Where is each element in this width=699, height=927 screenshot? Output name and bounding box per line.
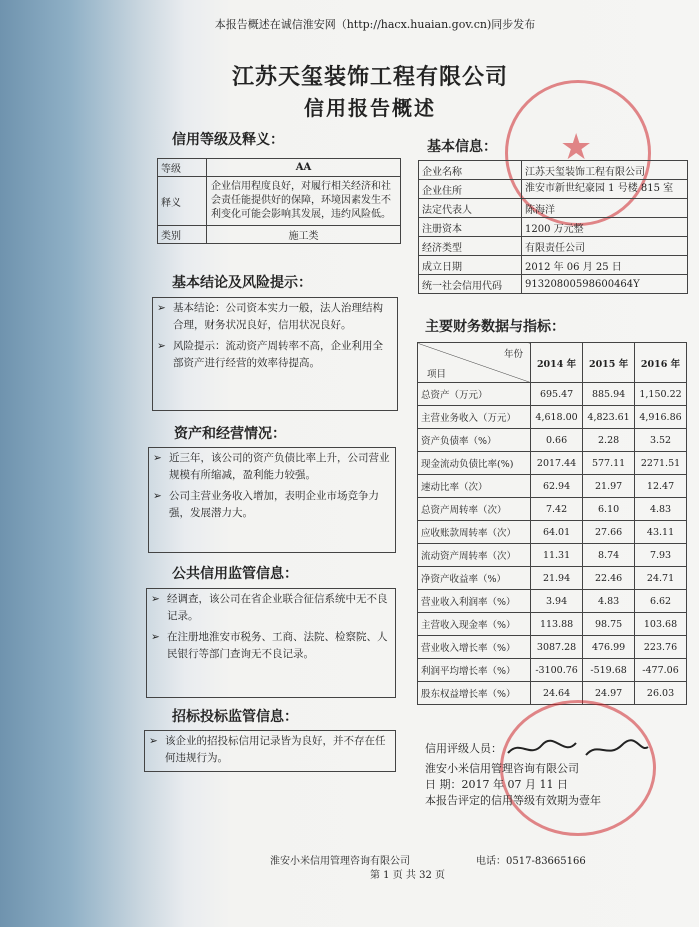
- row-label: 股东权益增长率（%）: [418, 682, 531, 705]
- row-value: 113.88: [531, 613, 583, 636]
- info-value: 江苏天玺装饰工程有限公司: [522, 161, 688, 180]
- report-title: 信用报告概述: [304, 96, 436, 120]
- grade-label: 等级: [158, 159, 207, 177]
- row-value: 24.97: [583, 682, 635, 705]
- row-value: 223.76: [635, 636, 687, 659]
- row-value: 7.93: [635, 544, 687, 567]
- row-value: 12.47: [635, 475, 687, 498]
- basic-info-heading: 基本信息：: [427, 139, 497, 155]
- basic-info-table: [418, 160, 688, 294]
- row-value: 27.66: [583, 521, 635, 544]
- row-value: 26.03: [635, 682, 687, 705]
- row-value: 21.94: [531, 567, 583, 590]
- table-row: [418, 682, 687, 705]
- table-row: [418, 567, 687, 590]
- info-value: 91320800598600464Y: [522, 275, 688, 294]
- arrow-bullet-icon: ➢: [157, 340, 166, 352]
- conclusion-heading: 基本结论及风险提示：: [172, 275, 312, 291]
- item-text: 经调查，该公司在省企业联合征信系统中无不良记录。: [167, 593, 388, 622]
- row-value: 11.31: [531, 544, 583, 567]
- row-value: 4,618.00: [531, 406, 583, 429]
- star-icon: ★: [560, 127, 593, 168]
- table-row: [418, 429, 687, 452]
- arrow-bullet-icon: ➢: [153, 490, 162, 502]
- row-value: 62.94: [531, 475, 583, 498]
- table-row: [418, 383, 687, 406]
- rating-date: 日 期：2017 年 07 月 11 日: [425, 778, 568, 791]
- bidding-heading: 招标投标监管信息：: [172, 709, 298, 725]
- row-value: 4,916.86: [635, 406, 687, 429]
- row-label: 总资产周转率（次）: [418, 498, 531, 521]
- row-value: 8.74: [583, 544, 635, 567]
- row-value: -519.68: [583, 659, 635, 682]
- category-value: 施工类: [207, 226, 401, 244]
- conclusion-box: [152, 297, 398, 411]
- row-label: 营业收入利润率（%）: [418, 590, 531, 613]
- info-label: 经济类型: [419, 237, 522, 256]
- grade-value: AA: [207, 159, 401, 177]
- row-value: 4,823.61: [583, 406, 635, 429]
- row-value: 577.11: [583, 452, 635, 475]
- info-value: 1200 万元整: [522, 218, 688, 237]
- info-value: 陈海洋: [522, 199, 688, 218]
- row-value: 21.97: [583, 475, 635, 498]
- info-value: 淮安市新世纪豪园 1 号楼 815 室: [522, 180, 688, 199]
- table-row: [418, 659, 687, 682]
- row-value: 103.68: [635, 613, 687, 636]
- arrow-bullet-icon: ➢: [151, 593, 160, 605]
- info-value: 2012 年 06 月 25 日: [522, 256, 688, 275]
- year-header: 2016 年: [635, 343, 687, 383]
- row-label: 总资产（万元）: [418, 383, 531, 406]
- arrow-bullet-icon: ➢: [157, 302, 166, 314]
- list-item: [149, 486, 395, 524]
- row-value: 24.64: [531, 682, 583, 705]
- signature-block: [425, 737, 652, 809]
- row-label: 流动资产周转率（次）: [418, 544, 531, 567]
- financial-heading: 主要财务数据与指标：: [425, 319, 565, 335]
- row-value: 3.52: [635, 429, 687, 452]
- list-item: [145, 731, 395, 769]
- info-label: 企业名称: [419, 161, 522, 180]
- row-value: 0.66: [531, 429, 583, 452]
- list-item: [153, 298, 397, 336]
- item-text: 公司主营业务收入增加，表明企业市场竞争力强，发展潜力大。: [169, 490, 379, 519]
- table-row: [418, 475, 687, 498]
- footer-company: 淮安小米信用管理咨询有限公司: [270, 856, 410, 867]
- credit-grade-table: [157, 158, 401, 244]
- handwritten-signature: [502, 737, 652, 761]
- item-text: 该企业的招投标信用记录皆为良好，并不存在任何违规行为。: [165, 735, 386, 764]
- category-label: 类别: [158, 226, 207, 244]
- row-value: 4.83: [635, 498, 687, 521]
- arrow-bullet-icon: ➢: [153, 452, 162, 464]
- assets-box: [148, 447, 396, 553]
- meaning-label: 释义: [158, 177, 207, 226]
- info-label: 成立日期: [419, 256, 522, 275]
- list-item: [147, 589, 395, 627]
- info-label: 统一社会信用代码: [419, 275, 522, 294]
- row-value: 3.94: [531, 590, 583, 613]
- row-label: 利润平均增长率（%）: [418, 659, 531, 682]
- credit-heading: 信用等级及释义：: [172, 132, 284, 148]
- table-row: [418, 613, 687, 636]
- row-value: 885.94: [583, 383, 635, 406]
- company-title: 江苏天玺装饰工程有限公司: [231, 64, 508, 90]
- row-value: 22.46: [583, 567, 635, 590]
- row-value: -477.06: [635, 659, 687, 682]
- row-value: 6.62: [635, 590, 687, 613]
- public-credit-box: [146, 588, 396, 698]
- row-value: 2.28: [583, 429, 635, 452]
- row-value: 476.99: [583, 636, 635, 659]
- info-label: 注册资本: [419, 218, 522, 237]
- year-header: 2014 年: [531, 343, 583, 383]
- info-label: 法定代表人: [419, 199, 522, 218]
- assets-heading: 资产和经营情况：: [174, 426, 286, 442]
- row-value: 98.75: [583, 613, 635, 636]
- public-credit-heading: 公共信用监管信息：: [172, 566, 298, 582]
- arrow-bullet-icon: ➢: [151, 631, 160, 643]
- table-row: [418, 590, 687, 613]
- row-label: 主营业务收入（万元）: [418, 406, 531, 429]
- list-item: [153, 336, 397, 374]
- row-value: 24.71: [635, 567, 687, 590]
- list-item: [149, 448, 395, 486]
- header-year: 年份: [503, 348, 523, 360]
- row-value: -3100.76: [531, 659, 583, 682]
- rating-validity: 本报告评定的信用等级有效期为壹年: [425, 794, 601, 807]
- bidding-box: [144, 730, 396, 772]
- table-row: [418, 406, 687, 429]
- row-value: 2017.44: [531, 452, 583, 475]
- rating-company: 淮安小米信用管理咨询有限公司: [425, 762, 579, 775]
- table-row: [418, 498, 687, 521]
- financial-table: [417, 342, 687, 705]
- row-label: 营业收入增长率（%）: [418, 636, 531, 659]
- row-value: 4.83: [583, 590, 635, 613]
- row-value: 695.47: [531, 383, 583, 406]
- row-label: 主营收入现金率（%）: [418, 613, 531, 636]
- row-value: 1,150.22: [635, 383, 687, 406]
- year-header: 2015 年: [583, 343, 635, 383]
- row-label: 现金流动负债比率(%): [418, 452, 531, 475]
- row-value: 7.42: [531, 498, 583, 521]
- row-value: 6.10: [583, 498, 635, 521]
- item-text: 基本结论：公司资本实力一般，法人治理结构合理，财务状况良好，信用状况良好。: [173, 302, 383, 331]
- table-row: [418, 452, 687, 475]
- row-value: 43.11: [635, 521, 687, 544]
- list-item: [147, 627, 395, 665]
- info-value: 有限责任公司: [522, 237, 688, 256]
- publication-note: 本报告概述在诚信淮安网（http://hacx.huaian.gov.cn)同步发布: [214, 18, 536, 31]
- arrow-bullet-icon: ➢: [149, 735, 158, 747]
- row-label: 应收账款周转率（次）: [418, 521, 531, 544]
- rater-label: 信用评级人员：: [425, 742, 502, 755]
- row-label: 净资产收益率（%）: [418, 567, 531, 590]
- meaning-text: 企业信用程度良好，对履行相关经济和社会责任能提供好的保障，环境因素发生不利变化可能会影响其发展，违约风险低。: [207, 177, 401, 226]
- row-label: 速动比率（次）: [418, 475, 531, 498]
- footer-phone: 电话：0517-83665166: [476, 856, 586, 867]
- info-label: 企业住所: [419, 180, 522, 199]
- table-row: [418, 636, 687, 659]
- table-row: [418, 544, 687, 567]
- item-text: 风险提示：流动资产周转率不高，企业利用全部资产进行经营的效率待提高。: [173, 340, 383, 369]
- row-label: 资产负债率（%）: [418, 429, 531, 452]
- table-row: [418, 521, 687, 544]
- header-item: 项目: [427, 368, 447, 380]
- row-value: 3087.28: [531, 636, 583, 659]
- header-corner: [418, 343, 531, 383]
- item-text: 近三年，该公司的资产负债比率上升，公司营业规模有所缩减，盈利能力较强。: [169, 452, 390, 481]
- row-value: 64.01: [531, 521, 583, 544]
- item-text: 在注册地淮安市税务、工商、法院、检察院、人民银行等部门查询无不良记录。: [167, 631, 388, 660]
- row-value: 2271.51: [635, 452, 687, 475]
- footer-page-number: 第 1 页 共 32 页: [370, 870, 445, 881]
